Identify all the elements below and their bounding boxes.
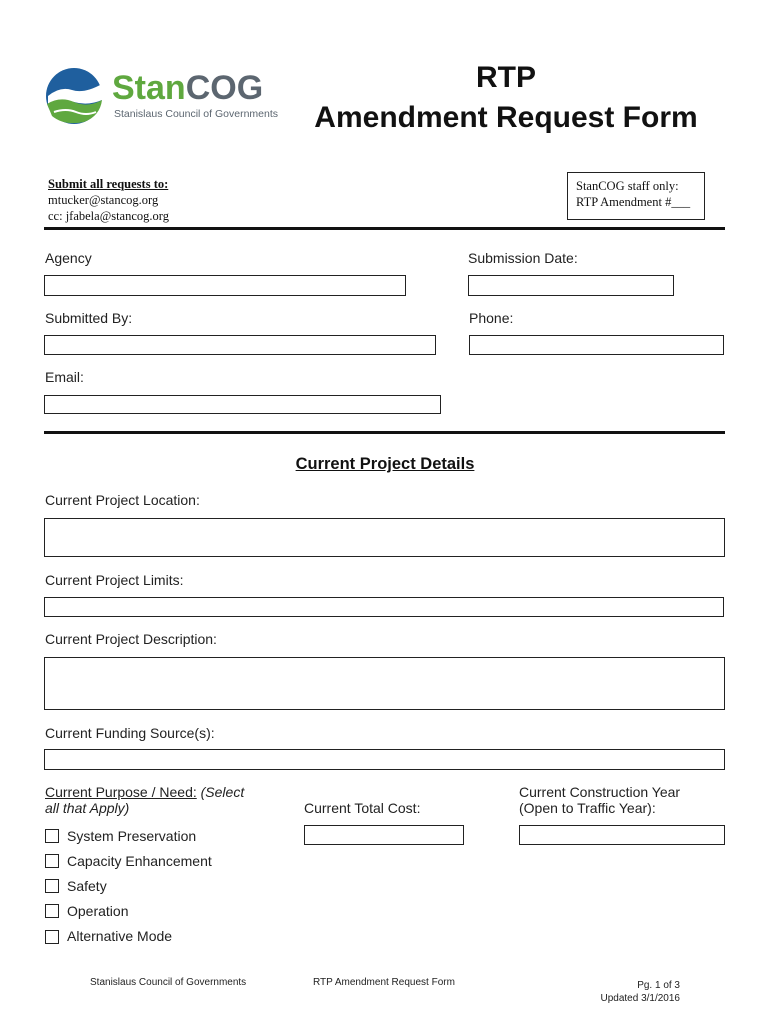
checkbox-capacity-enhancement[interactable]	[45, 854, 59, 868]
construction-year-field[interactable]	[519, 825, 725, 845]
funding-source-label: Current Funding Source(s):	[45, 725, 215, 741]
project-limits-label: Current Project Limits:	[45, 572, 184, 588]
agency-field[interactable]	[44, 275, 406, 296]
submit-info	[48, 176, 169, 224]
total-cost-label: Current Total Cost:	[304, 800, 421, 816]
checkbox-label-capacity-enhancement: Capacity Enhancement	[67, 853, 212, 869]
project-location-field[interactable]	[44, 518, 725, 557]
checkbox-label-alternative-mode: Alternative Mode	[67, 928, 173, 944]
email-field[interactable]	[44, 395, 441, 414]
logo-wordmark-stan: Stan	[112, 69, 186, 107]
checkbox-label-safety: Safety	[67, 878, 107, 894]
page-title	[300, 58, 712, 138]
footer-updated-date: Updated 3/1/2016	[600, 993, 680, 1004]
title-line-1: RTP	[476, 61, 536, 94]
purpose-need-text: Current Purpose / Need:	[45, 784, 197, 800]
purpose-note-1: (Select	[200, 784, 245, 800]
section-title: Current Project Details	[295, 455, 475, 473]
logo-wordmark-cog: COG	[185, 69, 264, 107]
email-label: Email:	[45, 369, 84, 385]
title-line-2: Amendment Request Form	[314, 101, 698, 134]
project-description-label: Current Project Description:	[45, 631, 217, 647]
construction-year-line-1: Current Construction Year	[519, 784, 681, 800]
agency-label: Agency	[45, 250, 92, 266]
funding-source-field[interactable]	[44, 749, 725, 770]
footer-page-info	[580, 979, 680, 1005]
staff-only-box	[567, 172, 705, 220]
project-location-label: Current Project Location:	[45, 492, 200, 508]
logo-wordmark	[112, 68, 263, 108]
footer-organization: Stanislaus Council of Governments	[90, 977, 247, 988]
submit-email-primary[interactable]: mtucker@stancog.org	[48, 193, 159, 207]
logo	[44, 66, 279, 126]
divider-top	[44, 227, 725, 230]
checkbox-alternative-mode[interactable]	[45, 930, 59, 944]
checkbox-safety[interactable]	[45, 879, 59, 893]
submit-heading: Submit all requests to:	[48, 177, 169, 191]
divider-middle	[44, 431, 725, 434]
checkbox-label-operation: Operation	[67, 903, 129, 919]
project-limits-field[interactable]	[44, 597, 724, 617]
submitted-by-field[interactable]	[44, 335, 436, 355]
footer-page-number: Pg. 1 of 3	[637, 980, 680, 991]
footer-form-name: RTP Amendment Request Form	[313, 977, 455, 988]
construction-year-label	[519, 784, 680, 816]
logo-subtitle: Stanislaus Council of Governments	[114, 108, 278, 120]
checkbox-label-system-preservation: System Preservation	[67, 828, 197, 844]
staff-only-label: StanCOG staff only:	[576, 179, 679, 193]
project-description-field[interactable]	[44, 657, 725, 710]
checkbox-system-preservation[interactable]	[45, 829, 59, 843]
purpose-need-label	[45, 784, 275, 816]
purpose-note-2: all that Apply)	[45, 800, 130, 816]
submission-date-label: Submission Date:	[468, 250, 578, 266]
logo-emblem-icon	[44, 66, 106, 126]
construction-year-line-2: (Open to Traffic Year):	[519, 800, 656, 816]
rtp-amendment-number: RTP Amendment #___	[576, 195, 691, 209]
submit-email-cc[interactable]: cc: jfabela@stancog.org	[48, 209, 169, 223]
submitted-by-label: Submitted By:	[45, 310, 133, 326]
checkbox-operation[interactable]	[45, 904, 59, 918]
phone-field[interactable]	[469, 335, 724, 355]
submission-date-field[interactable]	[468, 275, 674, 296]
phone-label: Phone:	[469, 310, 514, 326]
total-cost-field[interactable]	[304, 825, 464, 845]
